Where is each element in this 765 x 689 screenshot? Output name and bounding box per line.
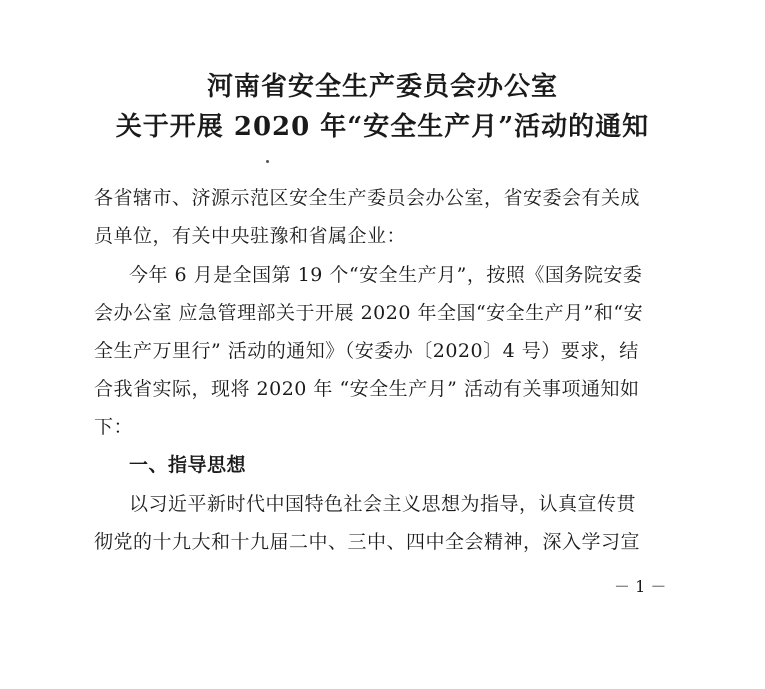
paragraph-1-line-1: 今年 6 月是全国第 19 个“安全生产月”，按照《国务院安委 — [129, 264, 643, 286]
document-title-line-1: 河南省安全生产委员会办公室 — [206, 72, 558, 102]
salutation-line-2: 员单位，有关中央驻豫和省属企业： — [94, 225, 407, 247]
paragraph-1-line-5: 下： — [94, 416, 134, 438]
section-1-heading: 一、指导思想 — [129, 454, 247, 476]
stray-dot-mark — [266, 160, 269, 163]
page-number: － 1 － — [614, 577, 667, 596]
paragraph-1-line-4: 合我省实际，现将 2020 年 “安全生产月” 活动有关事项通知如 — [94, 378, 640, 400]
document-title-line-2: 关于开展 2020 年“安全生产月”活动的通知 — [115, 112, 650, 142]
paragraph-1-line-3: 全生产万里行” 活动的通知》（安委办〔2020〕4 号）要求，结 — [94, 340, 639, 362]
paragraph-1-line-2: 会办公室 应急管理部关于开展 2020 年全国“安全生产月”和“安 — [94, 302, 644, 324]
paragraph-2-line-2: 彻党的十九大和十九届二中、三中、四中全会精神，深入学习宣 — [94, 531, 641, 553]
salutation-line-1: 各省辖市、济源示范区安全生产委员会办公室，省安委会有关成 — [94, 187, 641, 209]
paragraph-2-line-1: 以习近平新时代中国特色社会主义思想为指导，认真宣传贯 — [129, 493, 637, 515]
